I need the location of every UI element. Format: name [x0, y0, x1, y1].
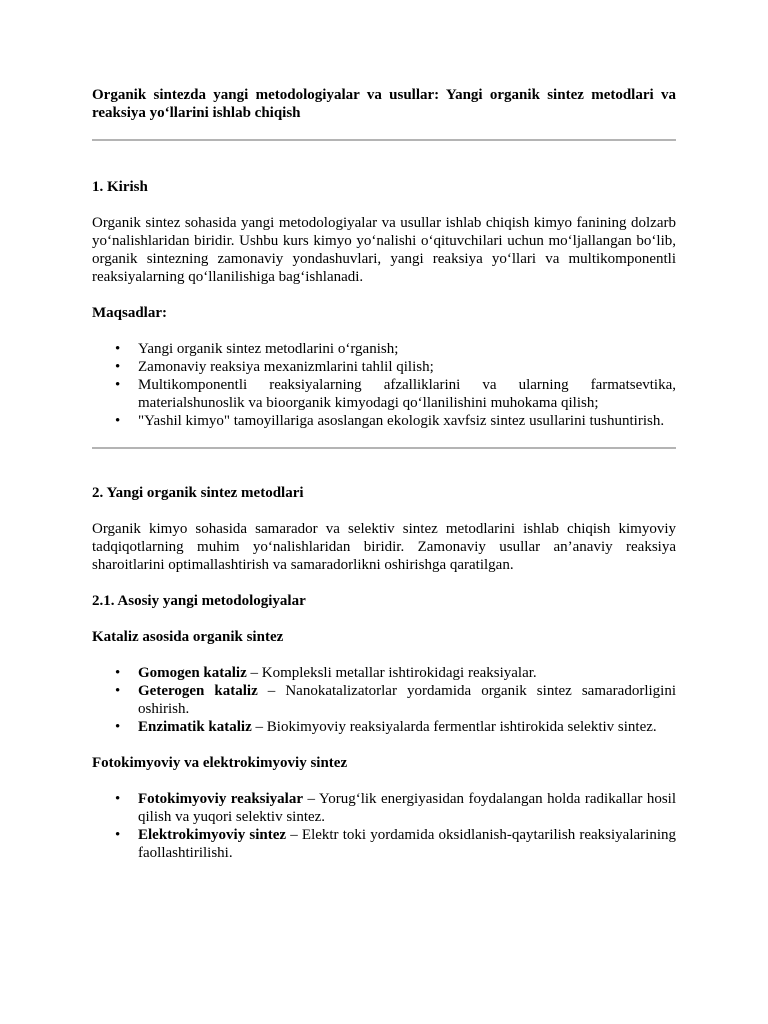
goals-heading: Maqsadlar: — [92, 305, 167, 321]
list-item-term: Geterogen kataliz — [138, 683, 258, 699]
list-item-text: – Nanokatalizatorlar yordamida organik sintez samaradorligini oshirish. — [138, 683, 676, 717]
list-item — [115, 826, 676, 862]
list-item-text: – Kompleksli metallar ishtirokidagi reaksiyalar. — [246, 665, 537, 681]
bullet-icon: • — [115, 341, 121, 357]
document-page — [92, 86, 676, 862]
bullet-icon: • — [115, 719, 121, 735]
bullet-icon: • — [115, 377, 121, 393]
bullet-icon: • — [115, 827, 121, 843]
section-heading-kirish: 1. Kirish — [92, 179, 148, 195]
list-item-text: – Yorug‘lik energiyasidan foydalangan holda radikallar hosil qilish va yuqori selektiv sintez. — [138, 791, 676, 825]
photo-electro-heading: Fotokimyoviy va elektrokimyoviy sintez — [92, 755, 348, 771]
bullet-icon: • — [115, 359, 121, 375]
list-item — [115, 340, 676, 358]
bullet-icon: • — [115, 413, 121, 429]
list-item — [115, 664, 676, 682]
list-item — [115, 358, 676, 376]
bullet-icon: • — [115, 683, 121, 699]
section-heading-metodlar: 2. Yangi organik sintez metodlari — [92, 485, 304, 501]
section2-paragraph: Organik kimyo sohasida samarador va selektiv sintez metodlarini ishlab chiqish kimyoviy tadqiqotlarning muhim yo‘nalishlaridan biridir. Zamonaviy usullar an’anaviy reaksiya sharoitlarini optimallashtirish va samaradorlikni oshirishga qaratilgan. — [92, 521, 676, 573]
list-item-term: Enzimatik kataliz — [138, 719, 252, 735]
list-item-term: Elektrokimyoviy sintez — [138, 827, 287, 843]
list-item — [115, 412, 676, 430]
list-item-text: Multikomponentli reaksiyalarning afzalliklarini va ularning farmatsevtika, materialshunoslik va bioorganik kimyodagi qo‘llanilishini muhokama qilish; — [138, 377, 676, 411]
list-item-text: Yangi organik sintez metodlarini o‘rganish; — [138, 341, 399, 357]
list-item-term: Fotokimyoviy reaksiyalar — [138, 791, 304, 807]
catalysis-heading: Kataliz asosida organik sintez — [92, 629, 284, 645]
list-item — [115, 682, 676, 718]
bullet-icon: • — [115, 665, 121, 681]
goals-list — [92, 340, 676, 430]
list-item-text: Zamonaviy reaksiya mexanizmlarini tahlil qilish; — [138, 359, 434, 375]
list-item-text: – Elektr toki yordamida oksidlanish-qaytarilish reaksiyalarining faollashtirilishi. — [138, 827, 676, 861]
photo-electro-list — [92, 790, 676, 862]
catalysis-list — [92, 664, 676, 736]
subsection-heading: 2.1. Asosiy yangi metodologiyalar — [92, 593, 306, 609]
list-item-text: – Biokimyoviy reaksiyalarda fermentlar ishtirokida selektiv sintez. — [251, 719, 657, 735]
list-item — [115, 790, 676, 826]
list-item — [115, 718, 676, 736]
intro-paragraph: Organik sintez sohasida yangi metodologiyalar va usullar ishlab chiqish kimyo fanining dolzarb yo‘nalishlaridan biridir. Ushbu kurs kimyo yo‘nalishi o‘qituvchilari uchun mo‘ljallangan bo‘lib, organik sintezning zamonaviy yondashuvlari, yangi reaksiya yo‘llari va multikomponentli reaksiyalarning qo‘llanilishiga bag‘ishlanadi. — [92, 215, 676, 285]
list-item-text: "Yashil kimyo" tamoyillariga asoslangan ekologik xavfsiz sintez usullarini tushuntirish. — [138, 413, 665, 429]
list-item — [115, 376, 676, 412]
bullet-icon: • — [115, 791, 121, 807]
list-item-term: Gomogen kataliz — [138, 665, 247, 681]
document-title: Organik sintezda yangi metodologiyalar va usullar: Yangi organik sintez metodlari va reaksiya yo‘llarini ishlab chiqish — [92, 87, 676, 121]
